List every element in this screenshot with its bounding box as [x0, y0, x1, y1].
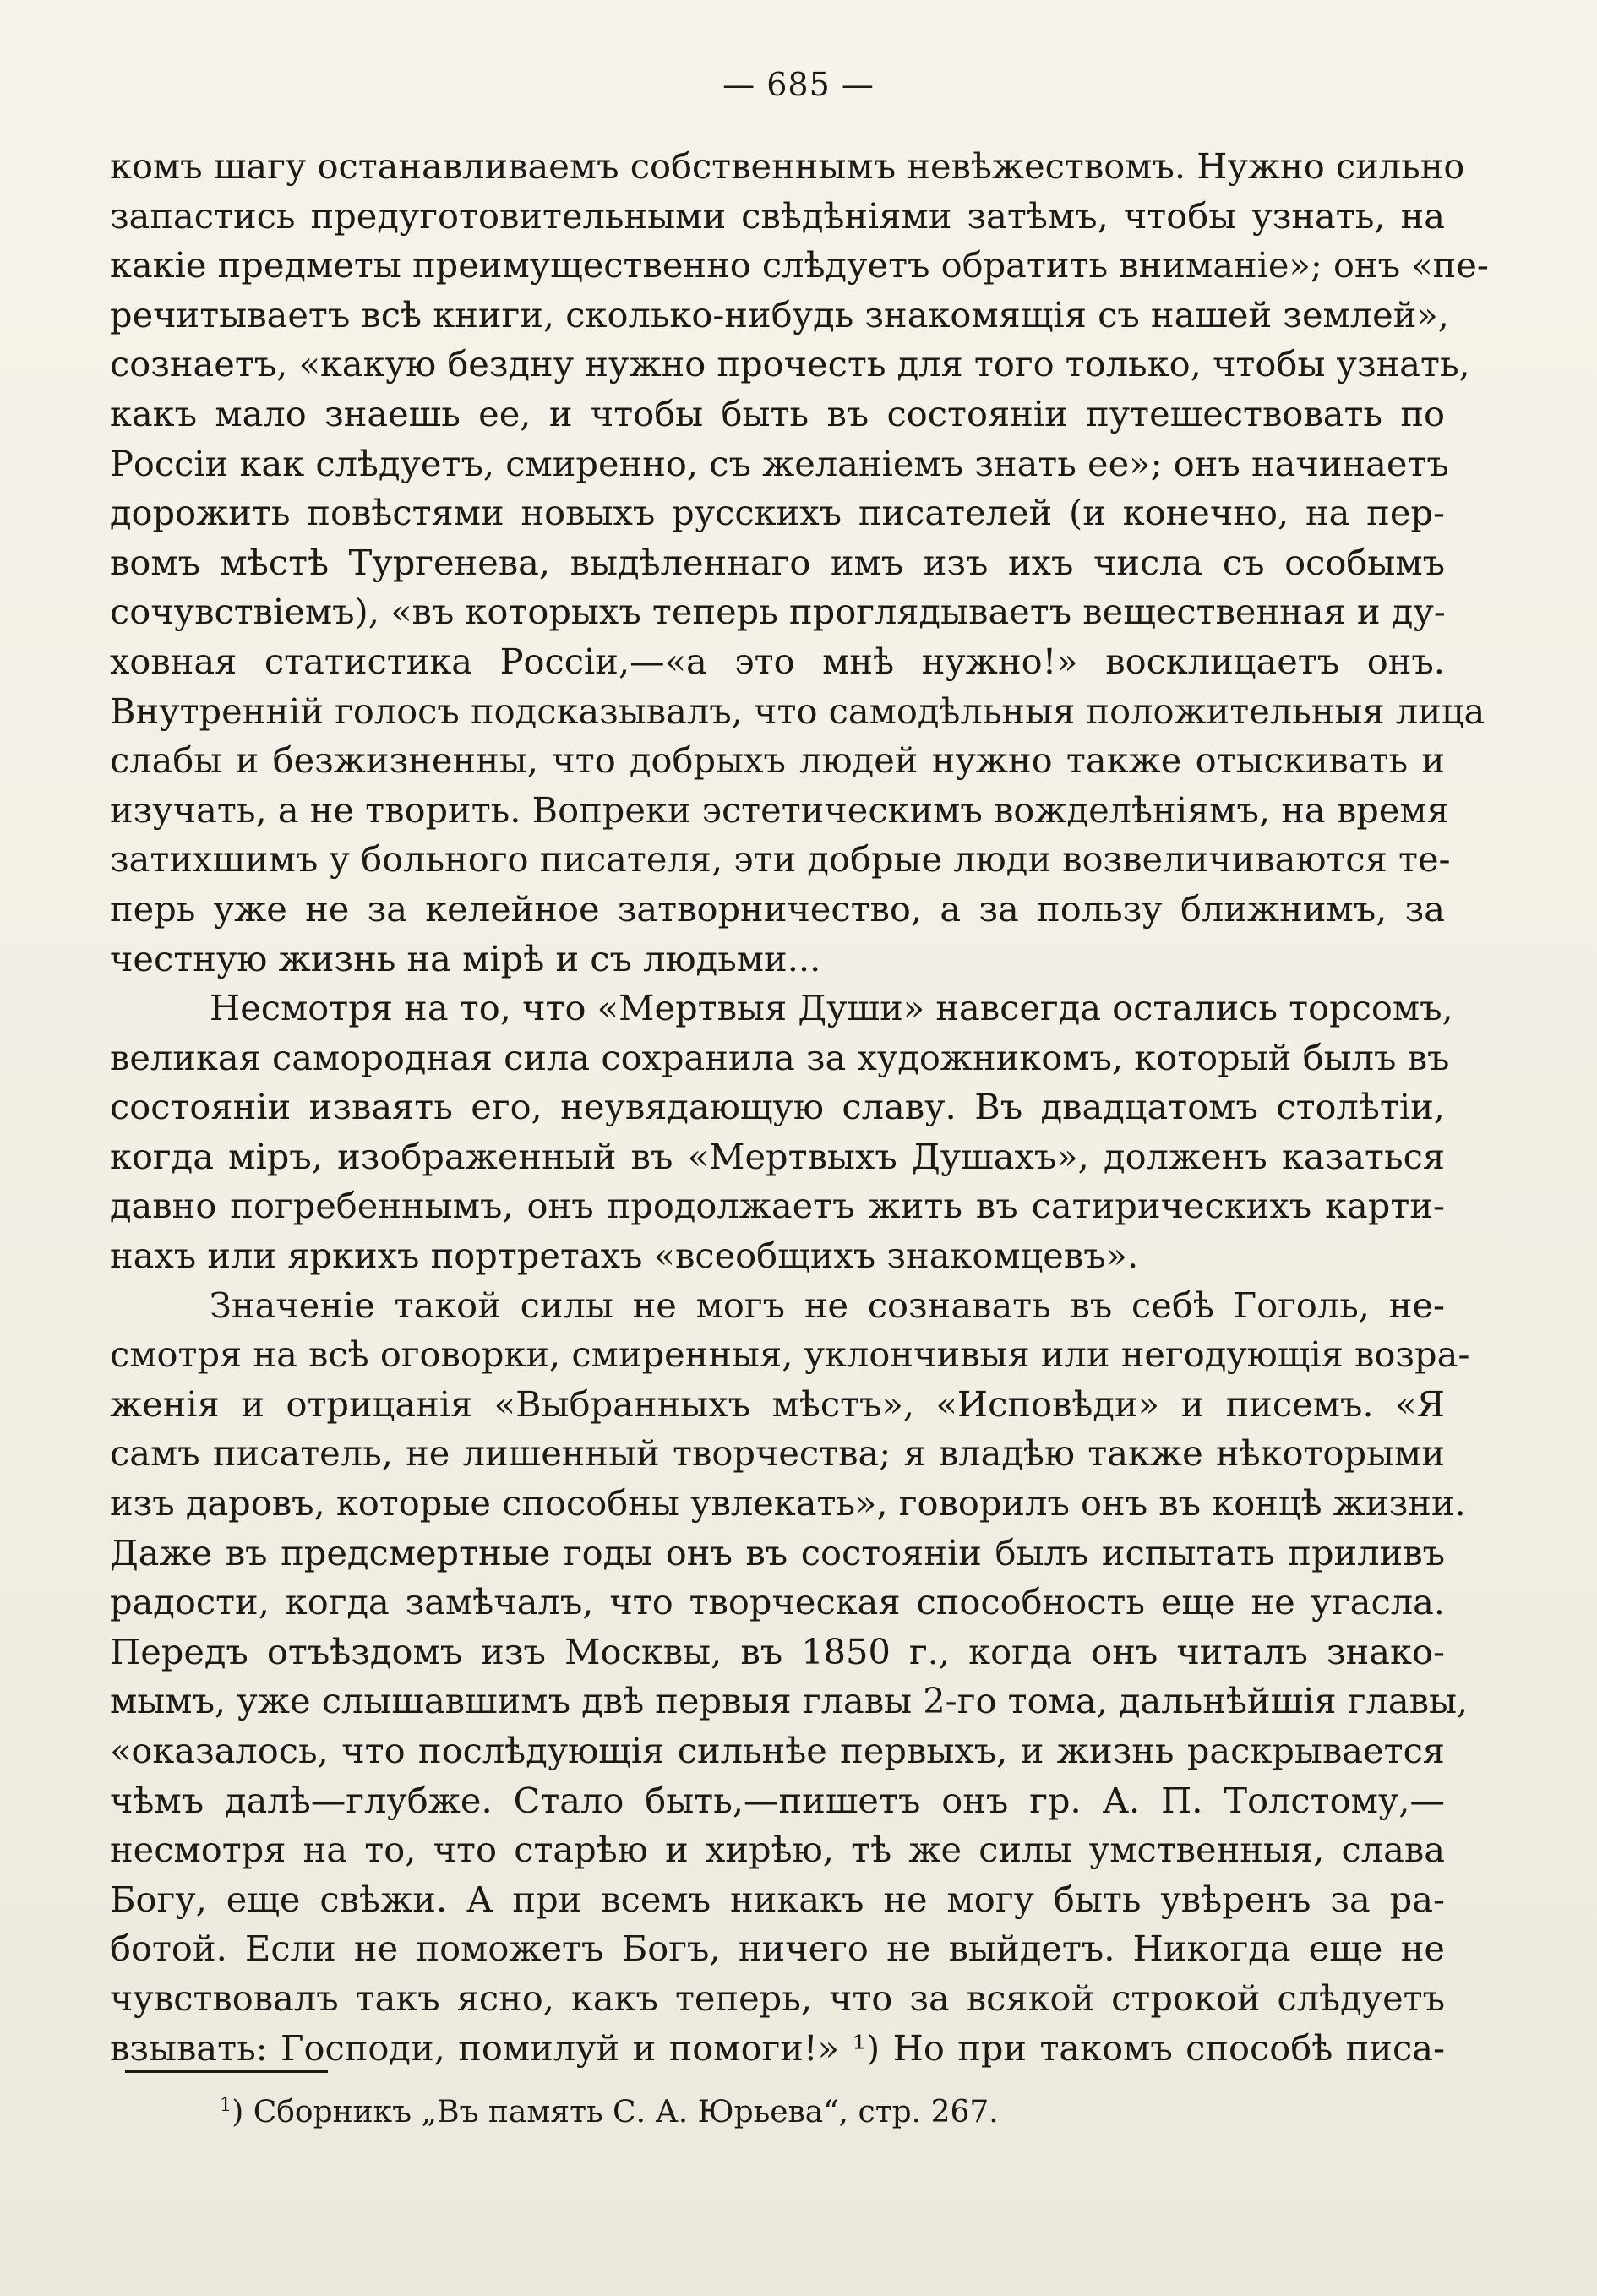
text-line: «оказалось, что послѣдующія сильнѣе первыхъ, и жизнь раскрывается: [110, 1730, 1445, 1771]
page-number: — 685 —: [722, 66, 875, 103]
text-line: нахъ или яркихъ портретахъ «всеобщихъ знакомцевъ».: [110, 1235, 1139, 1277]
footnote-rule: [125, 2070, 328, 2073]
text-line: Значеніе такой силы не могъ не сознавать въ себѣ Гоголь, не-: [210, 1284, 1445, 1326]
footnote-text: ) Сборникъ „Въ память С. А. Юрьева“, стр. 267.: [232, 2095, 999, 2130]
text-line: сочувствіемъ), «въ которыхъ теперь проглядываетъ вещественная и ду-: [110, 591, 1446, 633]
text-line: Богу, еще свѣжи. А при всемъ никакъ не могу быть увѣренъ за ра-: [110, 1878, 1445, 1920]
text-line: Даже въ предсмертные годы онъ въ состояніи былъ испытать приливъ: [110, 1531, 1445, 1573]
text-line: честную жизнь на мірѣ и съ людьми...: [110, 937, 821, 979]
text-line: какіе предметы преимущественно слѣдуетъ обратить вниманіе»; онъ «пе-: [110, 244, 1489, 286]
text-line: самъ писатель, не лишенный творчества; я владѣю также нѣкоторыми: [110, 1432, 1445, 1475]
text-line: вомъ мѣстѣ Тургенева, выдѣленнаго имъ изъ ихъ числа съ особымъ: [110, 541, 1445, 583]
text-line: несмотря на то, что старѣю и хирѣю, тѣ же силы умственныя, слава: [110, 1829, 1445, 1871]
text-line: какъ мало знаешь ее, и чтобы быть въ состояніи путешествовать по: [110, 392, 1445, 434]
text-line: мымъ, уже слышавшимъ двѣ первыя главы 2-го тома, дальнѣйшія главы,: [110, 1680, 1469, 1722]
text-line: Внутренній голосъ подсказывалъ, что самодѣльныя положительныя лица: [110, 690, 1485, 732]
text-line: сознаетъ, «какую бездну нужно прочесть для того только, чтобы узнать,: [110, 343, 1470, 385]
text-line: перь уже не за келейное затворничество, а за пользу ближнимъ, за: [110, 887, 1445, 930]
text-line: великая самородная сила сохранила за художникомъ, который былъ въ: [110, 1036, 1450, 1078]
text-line: ховная статистика Россіи,—«а это мнѣ нужно!» восклицаетъ онъ.: [110, 640, 1445, 682]
text-line: чувствовалъ такъ ясно, какъ теперь, что за всякой строкой слѣдуетъ: [110, 1977, 1445, 2019]
text-line: запастись предуготовительными свѣдѣніями затѣмъ, чтобы узнать, на: [110, 194, 1445, 237]
text-line: женія и отрицанія «Выбранныхъ мѣстъ», «Исповѣди» и писемъ. «Я: [110, 1383, 1445, 1425]
text-line: слабы и безжизненны, что добрыхъ людей нужно также отыскивать и: [110, 739, 1445, 782]
text-line: Россіи как слѣдуетъ, смиренно, съ желаніемъ знать ее»; онъ начинаетъ: [110, 442, 1449, 484]
text-line: затихшимъ у больного писателя, эти добрые люди возвеличиваются те-: [110, 838, 1451, 881]
text-line: чѣмъ далѣ—глубже. Стало быть,—пишетъ онъ гр. А. П. Толстому,—: [110, 1779, 1445, 1821]
text-line: радости, когда замѣчалъ, что творческая способность еще не угасла.: [110, 1581, 1445, 1623]
text-line: смотря на всѣ оговорки, смиренныя, уклончивыя или негодующія возра-: [110, 1333, 1470, 1376]
body-text: [110, 142, 1489, 2073]
text-line: когда міръ, изображенный въ «Мертвыхъ Душахъ», долженъ казаться: [110, 1135, 1445, 1177]
text-line: состояніи изваять его, неувядающую славу. Въ двадцатомъ столѣтіи,: [110, 1086, 1445, 1128]
text-line: Передъ отъѣздомъ изъ Москвы, въ 1850 г., когда онъ читалъ знако-: [110, 1630, 1445, 1672]
text-line: изъ даровъ, которые способны увлекать», говорилъ онъ въ концѣ жизни.: [110, 1482, 1466, 1524]
footnote-marker: 1: [220, 2094, 232, 2116]
footnote: [220, 2092, 999, 2133]
text-line: дорожить повѣстями новыхъ русскихъ писателей (и конечно, на пер-: [110, 492, 1445, 534]
text-line: речитываетъ всѣ книги, сколько-нибудь знакомящія съ нашей землей»,: [110, 293, 1449, 335]
text-line: изучать, а не творить. Вопреки эстетическимъ вожделѣніямъ, на время: [110, 788, 1449, 831]
text-line: давно погребеннымъ, онъ продолжаетъ жить въ сатирическихъ карти-: [110, 1185, 1445, 1227]
text-line: ботой. Если не поможетъ Богъ, ничего не выйдетъ. Никогда еще не: [110, 1928, 1445, 1970]
text-line: взывать: Господи, помилуй и помоги!» ¹) Но при такомъ способѣ писа-: [110, 2026, 1445, 2069]
text-line: комъ шагу останавливаемъ собственнымъ невѣжествомъ. Нужно сильно: [110, 145, 1465, 187]
text-line: Несмотря на то, что «Мертвыя Души» навсегда остались торсомъ,: [210, 987, 1453, 1029]
